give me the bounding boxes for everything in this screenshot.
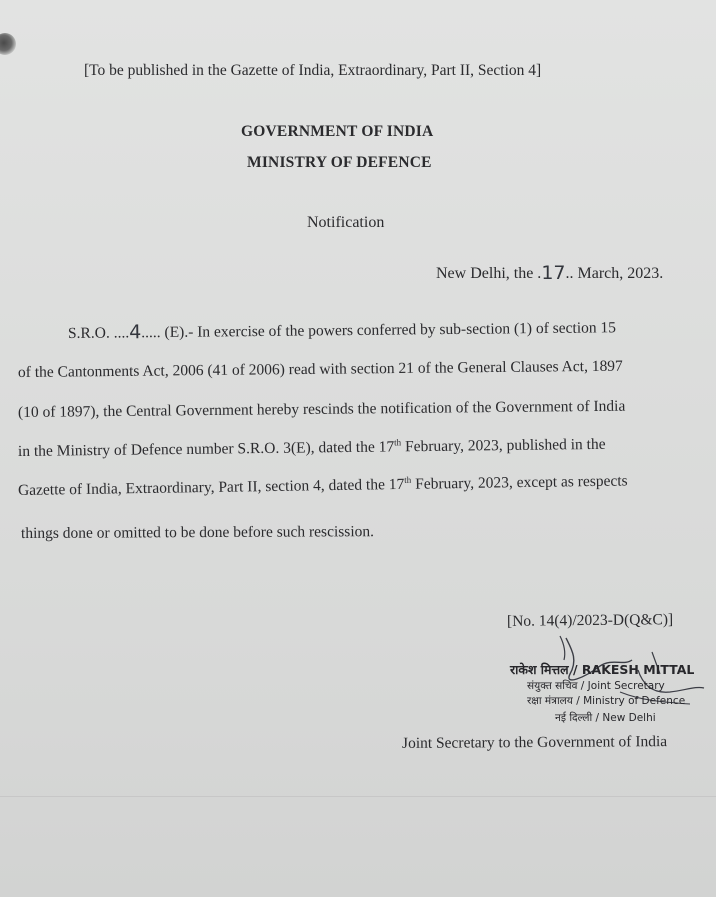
date-prefix: New Delhi, the . bbox=[436, 265, 542, 282]
body-line-4 bbox=[18, 436, 606, 461]
line5-a: Gazette of India, Extraordinary, Part II, section 4, dated the 17 bbox=[17, 475, 405, 499]
sro-number-handwritten: 4 bbox=[129, 321, 142, 344]
body-line-3: (10 of 1897), the Central Government hereby rescinds the notification of the Government of India bbox=[17, 397, 626, 421]
line4-a: in the Ministry of Defence number S.R.O. 3(E), dated the 17 bbox=[17, 438, 395, 460]
stamp-ministry: रक्षा मंत्रालय / Ministry of Defence bbox=[527, 695, 686, 707]
file-reference: [No. 14(4)/2023-D(Q&C)] bbox=[506, 611, 674, 630]
line4-sup: th bbox=[394, 437, 402, 448]
paper-fold bbox=[0, 796, 716, 797]
body-line-1 bbox=[68, 316, 616, 344]
date-line bbox=[436, 262, 663, 284]
stamp-city: नई दिल्ली / New Delhi bbox=[555, 712, 656, 724]
body-line-5 bbox=[18, 472, 628, 500]
sro-prefix: S.R.O. .... bbox=[67, 324, 130, 342]
body-line-2: of the Cantonments Act, 2006 (41 of 2006) read with section 21 of the General Clauses Act, 1897 bbox=[17, 357, 623, 381]
header-government: GOVERNMENT OF INDIA bbox=[241, 123, 434, 140]
line5-sup: th bbox=[404, 474, 412, 485]
stamp-name: राकेश मित्तल / RAKESH MITTAL bbox=[510, 662, 695, 677]
punch-hole bbox=[0, 33, 16, 55]
header-ministry: MINISTRY OF DEFENCE bbox=[247, 154, 432, 171]
body-line-6: things done or omitted to be done before such rescission. bbox=[20, 523, 375, 542]
line4-b: February, 2023, published in the bbox=[401, 435, 606, 456]
stamp-designation: संयुक्त सचिव / Joint Secretary bbox=[527, 680, 665, 692]
designation-line: Joint Secretary to the Government of India bbox=[401, 733, 668, 752]
line1-rest: ..... (E).- In exercise of the powers conferred by sub-section (1) of section 15 bbox=[141, 319, 617, 342]
line5-b: February, 2023, except as respects bbox=[411, 472, 628, 493]
date-day-handwritten: 17 bbox=[541, 262, 566, 284]
date-suffix: .. March, 2023. bbox=[565, 265, 664, 282]
notification-title: Notification bbox=[307, 214, 385, 231]
gazette-line: [To be published in the Gazette of India, Extraordinary, Part II, Section 4] bbox=[84, 62, 542, 79]
